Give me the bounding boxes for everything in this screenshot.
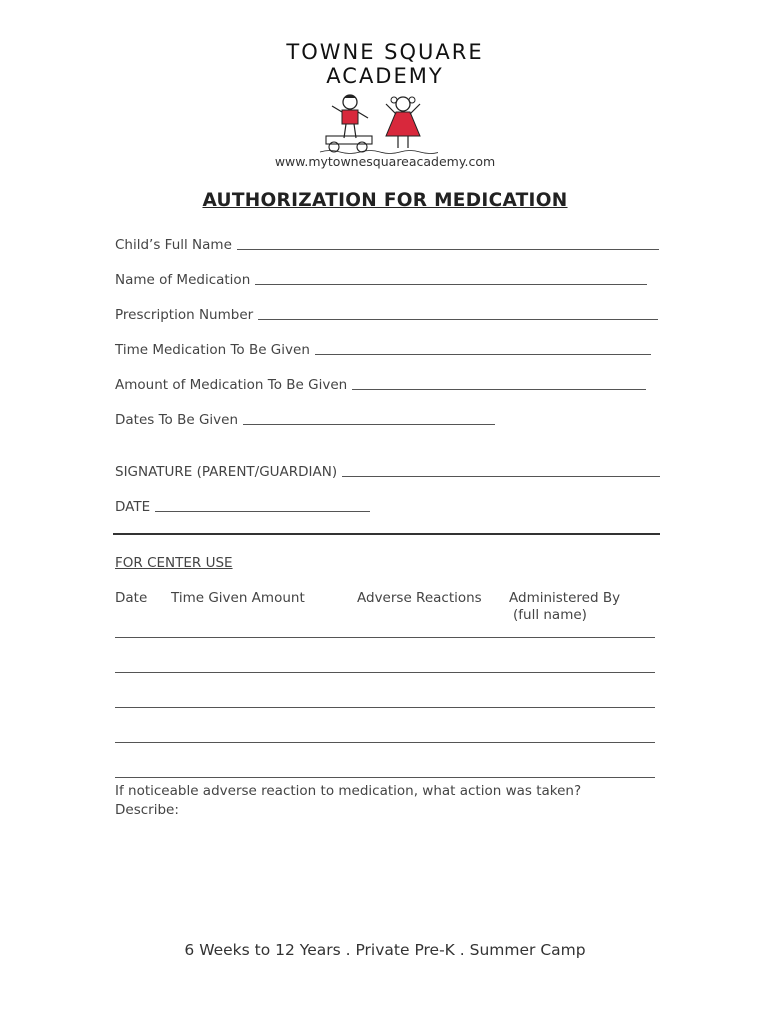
footer-tagline: 6 Weeks to 12 Years . Private Pre-K . Summer Camp <box>184 941 586 959</box>
date-label: DATE <box>115 499 151 515</box>
describe-label: Describe: <box>115 802 179 818</box>
entry-row-line[interactable] <box>115 707 655 708</box>
adverse-reaction-note <box>115 782 581 820</box>
amount-line[interactable] <box>352 389 646 390</box>
adverse-reaction-question: If noticeable adverse reaction to medication, what action was taken? <box>115 783 582 799</box>
prescription-number-field[interactable] <box>115 307 658 323</box>
time-to-be-given-field[interactable] <box>115 342 651 358</box>
time-to-be-given-line[interactable] <box>315 354 651 355</box>
dates-field[interactable] <box>115 412 495 428</box>
logo-line-2: ACADEMY <box>326 64 444 88</box>
entry-row-line[interactable] <box>115 637 655 638</box>
logo-line-1: TOWNE SQUARE <box>286 40 484 64</box>
section-divider <box>113 533 660 535</box>
column-header-administered-by: Administered By <box>509 590 621 606</box>
dates-line[interactable] <box>243 424 495 425</box>
date-line[interactable] <box>155 511 370 512</box>
medication-name-field[interactable] <box>115 272 647 288</box>
child-name-field[interactable] <box>115 237 659 253</box>
prescription-number-label: Prescription Number <box>115 307 254 323</box>
child-name-label: Child’s Full Name <box>115 237 232 253</box>
signature-line[interactable] <box>342 476 660 477</box>
entry-row-line[interactable] <box>115 777 655 778</box>
center-use-heading: FOR CENTER USE <box>115 555 233 571</box>
date-field[interactable] <box>115 499 370 515</box>
amount-label: Amount of Medication To Be Given <box>115 377 348 393</box>
signature-field[interactable] <box>115 464 660 480</box>
dates-label: Dates To Be Given <box>115 412 239 428</box>
column-header-full-name: (full name) <box>513 607 587 623</box>
amount-field[interactable] <box>115 377 646 393</box>
medication-name-line[interactable] <box>255 284 647 285</box>
prescription-number-line[interactable] <box>258 319 658 320</box>
time-to-be-given-label: Time Medication To Be Given <box>115 342 310 358</box>
child-name-line[interactable] <box>237 249 659 250</box>
column-header-date: Date <box>115 590 148 606</box>
column-header-adverse-reactions: Adverse Reactions <box>357 590 482 606</box>
entry-row-line[interactable] <box>115 742 655 743</box>
column-header-time-amount: Time Given Amount <box>171 590 305 606</box>
form-title: AUTHORIZATION FOR MEDICATION <box>202 190 568 211</box>
website-url: www.mytownesquareacademy.com <box>274 154 496 169</box>
entry-row-line[interactable] <box>115 672 655 673</box>
medication-name-label: Name of Medication <box>115 272 251 288</box>
logo-kids-illustration <box>318 92 438 154</box>
signature-label: SIGNATURE (PARENT/GUARDIAN) <box>115 464 338 480</box>
logo <box>0 40 770 88</box>
